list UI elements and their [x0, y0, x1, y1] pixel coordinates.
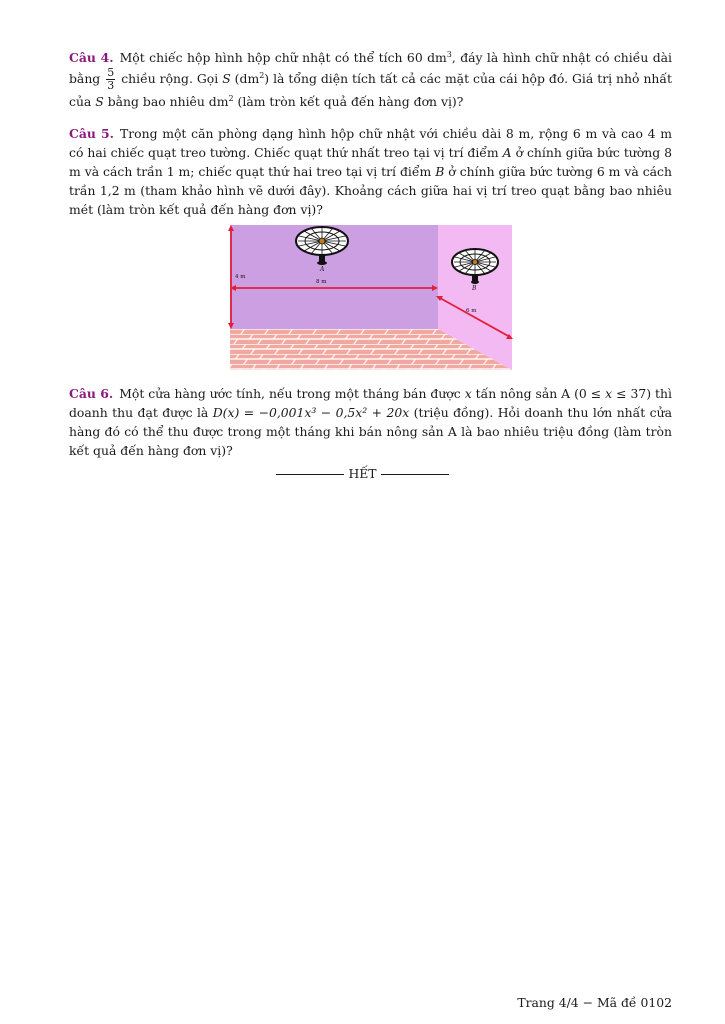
question-6: Câu 6. Một cửa hàng ước tính, nếu trong một tháng bán được x tấn nông sản A (0 ≤ x ≤ 37) thì doanh thu đạt được là D(x) = −0,001x³ − 0,5x² + 20x (triệu đồng). Hỏi doanh thu lớn nhất cửa hàng đó có thể thu được trong một tháng khi bán nông sản A là bao nhiêu triệu đồng (làm tròn kết quả đến hàng đơn vị)?: [69, 386, 672, 458]
question-4: Câu 4. Một chiếc hộp hình hộp chữ nhật có thể tích 60 $dm^3$, đáy là hình chữ nhật có chiều dài bằng $\frac{5}{3}$ chiều rộng. Gọi S $(dm^2)$ là tổng diện tích tất cả các mặt của cái hộp đó. Giá trị nhỏ nhất của S bằng bao nhiêu $dm^2$ (làm tròn kết quả đến hàng đơn vị)?: [69, 50, 672, 109]
label-b: B: [472, 285, 477, 292]
question-5-label: Câu 5.: [69, 126, 114, 141]
label-width: 6 m: [466, 308, 477, 314]
revenue-formula: D(x) = −0,001x³ − 0,5x² + 20x: [212, 405, 410, 420]
end-marker: [0, 466, 725, 481]
end-text: HẾT: [348, 466, 377, 481]
label-height: 4 m: [235, 274, 246, 280]
question-5: Câu 5. Trong một căn phòng dạng hình hộp chữ nhật với chiều dài 8 m, rộng 6 m và cao 4 m có hai chiếc quạt treo tường. Chiếc quạt thứ nhất treo tại vị trí điểm A ở chính giữa bức tường 8 m và cách trần 1 m; chiếc quạt thứ hai treo tại vị trí điểm B ở chính giữa bức tường 6 m và cách trần 1,2 m (tham khảo hình vẽ dưới đây). Khoảng cách giữa hai vị trí treo quạt bằng bao nhiêu mét (làm tròn kết quả đến hàng đơn vị)?: [69, 126, 672, 217]
fraction-5-3: $\frac{5}{3}$: [107, 66, 115, 92]
label-length: 8 m: [316, 279, 327, 285]
end-rule-right: [381, 474, 449, 475]
room-figure: [228, 224, 514, 372]
question-6-label: Câu 6.: [69, 386, 114, 401]
question-4-label: Câu 4.: [69, 50, 114, 65]
page-footer: Trang 4/4 − Mã đề 0102: [517, 995, 672, 1010]
end-rule-left: [276, 474, 344, 475]
label-a: A: [320, 266, 325, 273]
